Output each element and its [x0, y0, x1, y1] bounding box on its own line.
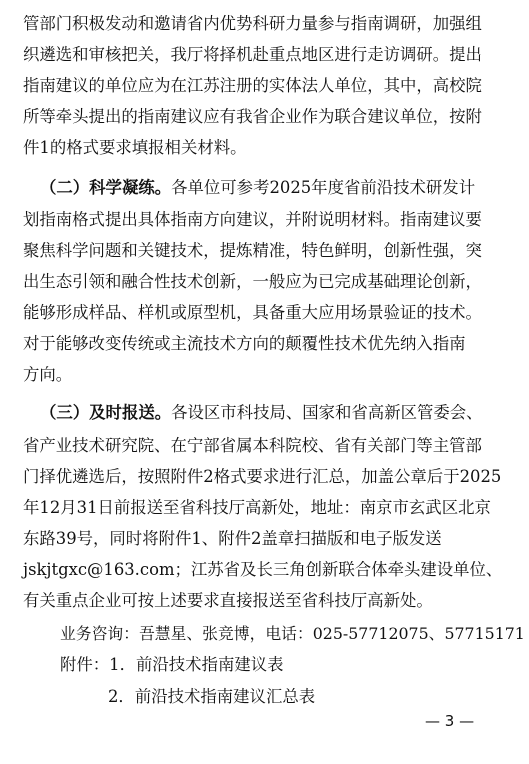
para1-line1: 管部门积极发动和邀请省内优势科研力量参与指南调研，加强组: [23, 14, 482, 33]
para3-line1-text: 各设区市科技局、国家和省高新区管委会、: [171, 403, 483, 422]
para3-line7: 有关重点企业可按上述要求直接报送至省科技厅高新处。: [23, 591, 433, 610]
para1-line2: 织遴选和审核把关，我厅将择机赴重点地区进行走访调研。提出: [23, 45, 482, 64]
para2-line2: 划指南格式提出具体指南方向建议，并附说明材料。指南建议要: [23, 210, 482, 229]
para3-line4: 年12月31日前报送至省科技厅高新处，地址：南京市玄武区北京: [23, 498, 491, 517]
para2-line1-text: 各单位可参考2025年度省前沿技术研发计: [171, 178, 476, 197]
attachment-2: 2．前沿技术指南建议汇总表: [108, 687, 316, 706]
para2-line5: 能够形成样品、样机或原型机，具备重大应用场景验证的技术。: [23, 303, 482, 322]
para2-line7: 方向。: [23, 365, 73, 384]
para2-line3: 聚焦科学问题和关键技术，提炼精准，特色鲜明，创新性强，突: [23, 241, 482, 260]
para3-line6: jskjtgxc@163.com；江苏省及长三角创新联合体牵头建设单位、: [23, 560, 503, 579]
para2-heading: （二）科学凝练。: [40, 178, 172, 197]
para3-line5: 东路39号，同时将附件1、附件2盖章扫描版和电子版发送: [23, 529, 442, 548]
para3-heading: （三）及时报送。: [40, 403, 172, 422]
para3-line1: [40, 403, 497, 423]
para1-line3: 指南建议的单位应为在江苏注册的实体法人单位，其中，高校院: [23, 76, 482, 95]
para3-line2: 省产业技术研究院、在宁部省属本科院校、省有关部门等主管部: [23, 436, 482, 455]
para1-line5: 件1的格式要求填报相关材料。: [23, 138, 247, 157]
attachment-1: 附件：1．前沿技术指南建议表: [60, 655, 284, 674]
contact-line: 业务咨询：吾慧星、张竞博，电话：025-57712075、57715171: [60, 624, 525, 643]
para3-line3: 门择优遴选后，按照附件2格式要求进行汇总，加盖公章后于2025: [23, 467, 502, 486]
para2-line1: [40, 178, 497, 198]
para1-line4: 所等牵头提出的指南建议应有我省企业作为联合建议单位，按附: [23, 107, 482, 126]
page-number: — 3 —: [425, 712, 475, 730]
para2-line4: 出生态引领和融合性技术创新，一般应为已完成基础理论创新，: [23, 272, 482, 291]
para2-line6: 对于能够改变传统或主流技术方向的颠覆性技术优先纳入指南: [23, 334, 466, 353]
